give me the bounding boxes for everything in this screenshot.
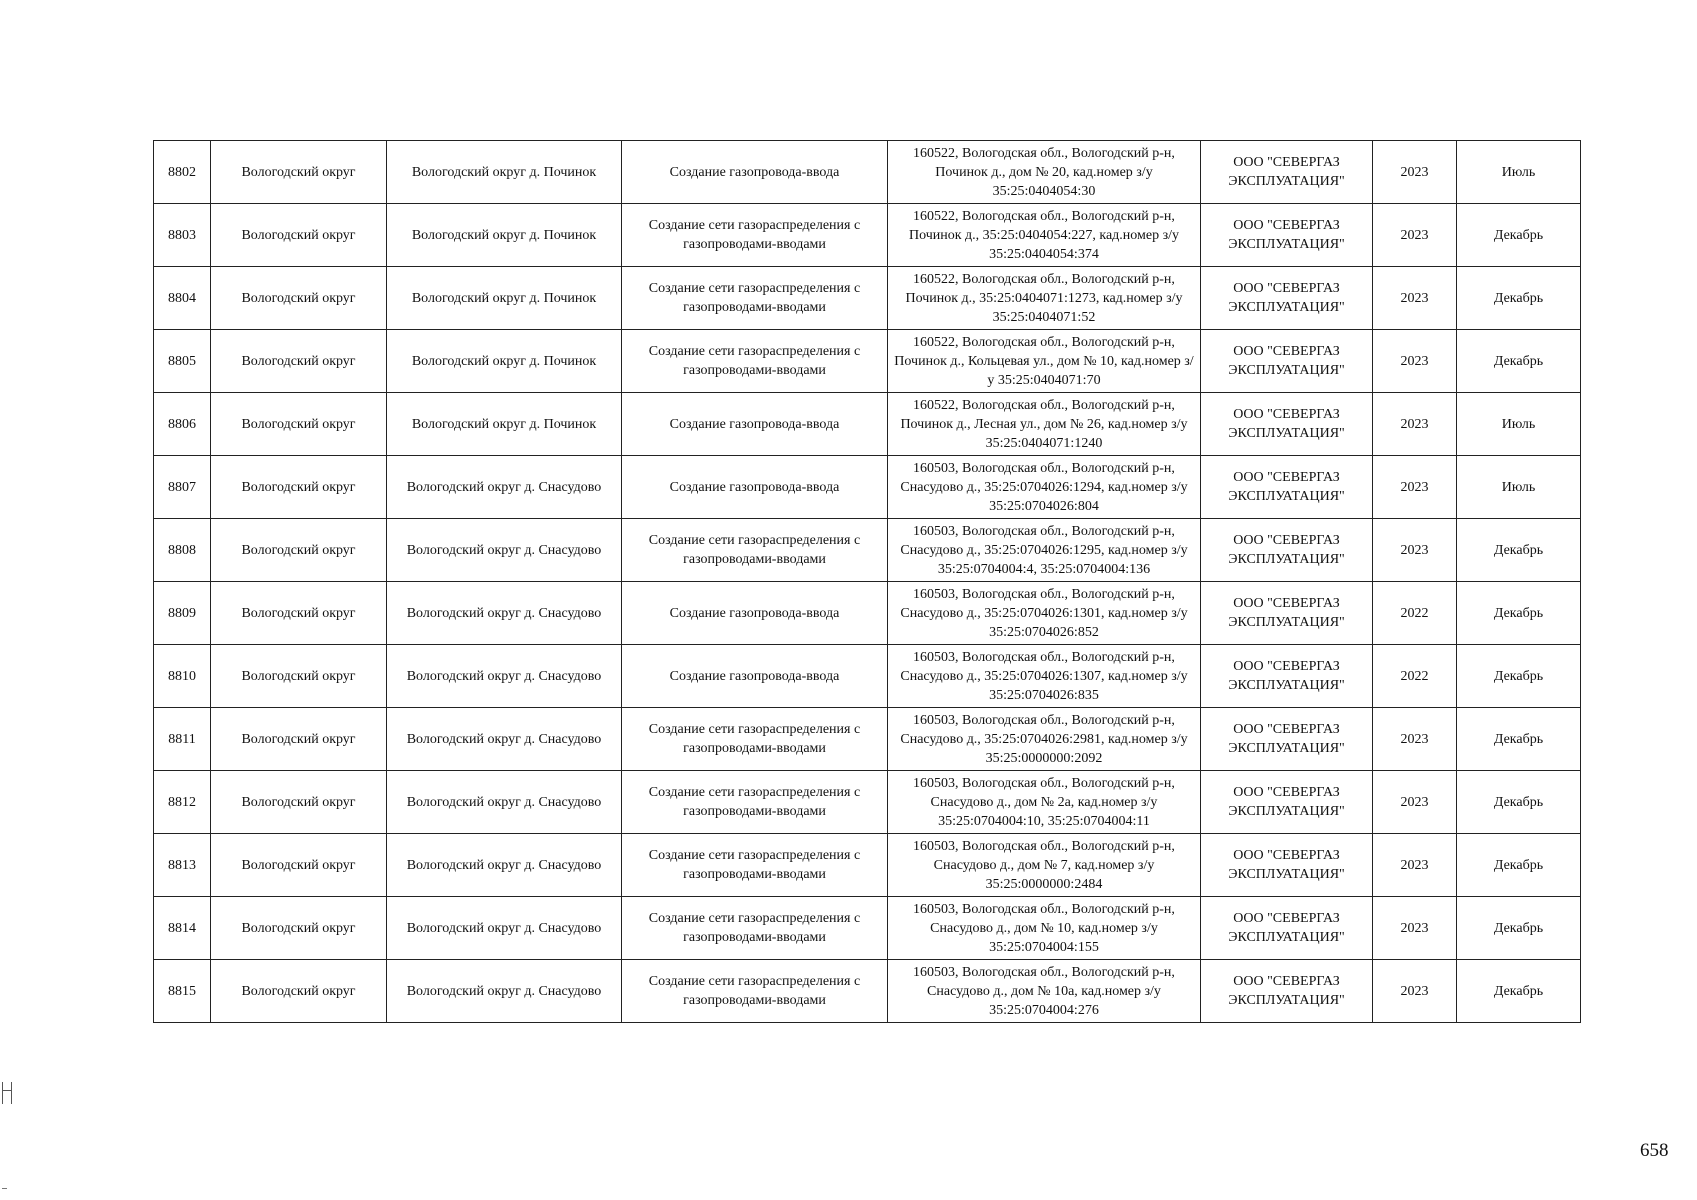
year-cell: 2023 [1373, 267, 1457, 330]
locality-cell: Вологодский округ д. Починок [387, 141, 622, 204]
district-cell: Вологодский округ [211, 330, 387, 393]
year-cell: 2023 [1373, 960, 1457, 1023]
address-cell: 160503, Вологодская обл., Вологодский р-н, Снасудово д., 35:25:0704026:1301, кад.номер з/у 35:25:0704026:852 [888, 582, 1201, 645]
work-type-cell: Создание сети газораспределения с газопроводами-вводами [622, 267, 888, 330]
month-cell: Декабрь [1457, 267, 1581, 330]
work-type-cell: Создание сети газораспределения с газопроводами-вводами [622, 834, 888, 897]
row-number: 8810 [154, 645, 211, 708]
month-cell: Декабрь [1457, 708, 1581, 771]
organization-cell: ООО "СЕВЕРГАЗ ЭКСПЛУАТАЦИЯ" [1201, 141, 1373, 204]
row-number: 8807 [154, 456, 211, 519]
year-cell: 2023 [1373, 204, 1457, 267]
locality-cell: Вологодский округ д. Снасудово [387, 834, 622, 897]
month-cell: Декабрь [1457, 960, 1581, 1023]
work-type-cell: Создание сети газораспределения с газопроводами-вводами [622, 897, 888, 960]
row-number: 8803 [154, 204, 211, 267]
organization-cell: ООО "СЕВЕРГАЗ ЭКСПЛУАТАЦИЯ" [1201, 519, 1373, 582]
work-type-cell: Создание газопровода-ввода [622, 582, 888, 645]
organization-cell: ООО "СЕВЕРГАЗ ЭКСПЛУАТАЦИЯ" [1201, 834, 1373, 897]
row-number: 8813 [154, 834, 211, 897]
organization-cell: ООО "СЕВЕРГАЗ ЭКСПЛУАТАЦИЯ" [1201, 267, 1373, 330]
work-type-cell: Создание сети газораспределения с газопроводами-вводами [622, 330, 888, 393]
locality-cell: Вологодский округ д. Снасудово [387, 582, 622, 645]
table-row [154, 582, 1581, 645]
address-cell: 160503, Вологодская обл., Вологодский р-н, Снасудово д., 35:25:0704026:1295, кад.номер з/у 35:25:0704004:4, 35:25:0704004:136 [888, 519, 1201, 582]
month-cell: Декабрь [1457, 645, 1581, 708]
district-cell: Вологодский округ [211, 834, 387, 897]
gasification-table [153, 140, 1581, 1023]
organization-cell: ООО "СЕВЕРГАЗ ЭКСПЛУАТАЦИЯ" [1201, 204, 1373, 267]
locality-cell: Вологодский округ д. Починок [387, 330, 622, 393]
row-number: 8812 [154, 771, 211, 834]
row-number: 8815 [154, 960, 211, 1023]
row-number: 8805 [154, 330, 211, 393]
district-cell: Вологодский округ [211, 897, 387, 960]
work-type-cell: Создание газопровода-ввода [622, 141, 888, 204]
locality-cell: Вологодский округ д. Починок [387, 267, 622, 330]
table-row [154, 141, 1581, 204]
work-type-cell: Создание сети газораспределения с газопроводами-вводами [622, 771, 888, 834]
year-cell: 2023 [1373, 771, 1457, 834]
locality-cell: Вологодский округ д. Починок [387, 393, 622, 456]
address-cell: 160503, Вологодская обл., Вологодский р-н, Снасудово д., дом № 10а, кад.номер з/у 35:25:0704004:276 [888, 960, 1201, 1023]
district-cell: Вологодский округ [211, 708, 387, 771]
table-row [154, 645, 1581, 708]
locality-cell: Вологодский округ д. Снасудово [387, 897, 622, 960]
row-number: 8808 [154, 519, 211, 582]
table-row [154, 897, 1581, 960]
locality-cell: Вологодский округ д. Починок [387, 204, 622, 267]
work-type-cell: Создание газопровода-ввода [622, 456, 888, 519]
address-cell: 160503, Вологодская обл., Вологодский р-н, Снасудово д., 35:25:0704026:1307, кад.номер з/у 35:25:0704026:835 [888, 645, 1201, 708]
locality-cell: Вологодский округ д. Снасудово [387, 645, 622, 708]
month-cell: Декабрь [1457, 834, 1581, 897]
work-type-cell: Создание сети газораспределения с газопроводами-вводами [622, 204, 888, 267]
district-cell: Вологодский округ [211, 141, 387, 204]
row-number: 8811 [154, 708, 211, 771]
organization-cell: ООО "СЕВЕРГАЗ ЭКСПЛУАТАЦИЯ" [1201, 708, 1373, 771]
address-cell: 160522, Вологодская обл., Вологодский р-н, Починок д., Кольцевая ул., дом № 10, кад.номер з/у 35:25:0404071:70 [888, 330, 1201, 393]
organization-cell: ООО "СЕВЕРГАЗ ЭКСПЛУАТАЦИЯ" [1201, 456, 1373, 519]
year-cell: 2022 [1373, 582, 1457, 645]
address-cell: 160503, Вологодская обл., Вологодский р-н, Снасудово д., дом № 2а, кад.номер з/у 35:25:0704004:10, 35:25:0704004:11 [888, 771, 1201, 834]
locality-cell: Вологодский округ д. Снасудово [387, 771, 622, 834]
work-type-cell: Создание сети газораспределения с газопроводами-вводами [622, 519, 888, 582]
district-cell: Вологодский округ [211, 393, 387, 456]
organization-cell: ООО "СЕВЕРГАЗ ЭКСПЛУАТАЦИЯ" [1201, 771, 1373, 834]
month-cell: Декабрь [1457, 771, 1581, 834]
year-cell: 2023 [1373, 141, 1457, 204]
address-cell: 160522, Вологодская обл., Вологодский р-н, Починок д., 35:25:0404054:227, кад.номер з/у 35:25:0404054:374 [888, 204, 1201, 267]
address-cell: 160522, Вологодская обл., Вологодский р-н, Починок д., Лесная ул., дом № 26, кад.номер з/у 35:25:0404071:1240 [888, 393, 1201, 456]
month-cell: Июль [1457, 393, 1581, 456]
table-row [154, 393, 1581, 456]
district-cell: Вологодский округ [211, 204, 387, 267]
month-cell: Июль [1457, 456, 1581, 519]
address-cell: 160522, Вологодская обл., Вологодский р-н, Починок д., 35:25:0404071:1273, кад.номер з/у 35:25:0404071:52 [888, 267, 1201, 330]
year-cell: 2023 [1373, 519, 1457, 582]
address-cell: 160503, Вологодская обл., Вологодский р-н, Снасудово д., 35:25:0704026:1294, кад.номер з/у 35:25:0704026:804 [888, 456, 1201, 519]
district-cell: Вологодский округ [211, 645, 387, 708]
scan-margin-dash [2, 1188, 7, 1189]
district-cell: Вологодский округ [211, 519, 387, 582]
table-row [154, 267, 1581, 330]
table-row [154, 708, 1581, 771]
row-number: 8814 [154, 897, 211, 960]
work-type-cell: Создание газопровода-ввода [622, 393, 888, 456]
organization-cell: ООО "СЕВЕРГАЗ ЭКСПЛУАТАЦИЯ" [1201, 897, 1373, 960]
address-cell: 160503, Вологодская обл., Вологодский р-н, Снасудово д., 35:25:0704026:2981, кад.номер з/у 35:25:0000000:2092 [888, 708, 1201, 771]
organization-cell: ООО "СЕВЕРГАЗ ЭКСПЛУАТАЦИЯ" [1201, 645, 1373, 708]
organization-cell: ООО "СЕВЕРГАЗ ЭКСПЛУАТАЦИЯ" [1201, 960, 1373, 1023]
scan-margin-mark [2, 1082, 12, 1104]
month-cell: Декабрь [1457, 330, 1581, 393]
month-cell: Декабрь [1457, 897, 1581, 960]
row-number: 8806 [154, 393, 211, 456]
page-number: 658 [1640, 1140, 1669, 1161]
locality-cell: Вологодский округ д. Снасудово [387, 960, 622, 1023]
locality-cell: Вологодский округ д. Снасудово [387, 519, 622, 582]
table-row [154, 834, 1581, 897]
year-cell: 2023 [1373, 330, 1457, 393]
district-cell: Вологодский округ [211, 582, 387, 645]
district-cell: Вологодский округ [211, 267, 387, 330]
organization-cell: ООО "СЕВЕРГАЗ ЭКСПЛУАТАЦИЯ" [1201, 330, 1373, 393]
organization-cell: ООО "СЕВЕРГАЗ ЭКСПЛУАТАЦИЯ" [1201, 393, 1373, 456]
table-row [154, 771, 1581, 834]
address-cell: 160522, Вологодская обл., Вологодский р-н, Починок д., дом № 20, кад.номер з/у 35:25:0404054:30 [888, 141, 1201, 204]
year-cell: 2022 [1373, 645, 1457, 708]
district-cell: Вологодский округ [211, 456, 387, 519]
address-cell: 160503, Вологодская обл., Вологодский р-н, Снасудово д., дом № 10, кад.номер з/у 35:25:0704004:155 [888, 897, 1201, 960]
month-cell: Декабрь [1457, 204, 1581, 267]
work-type-cell: Создание сети газораспределения с газопроводами-вводами [622, 708, 888, 771]
table-row [154, 456, 1581, 519]
work-type-cell: Создание газопровода-ввода [622, 645, 888, 708]
month-cell: Июль [1457, 141, 1581, 204]
organization-cell: ООО "СЕВЕРГАЗ ЭКСПЛУАТАЦИЯ" [1201, 582, 1373, 645]
work-type-cell: Создание сети газораспределения с газопроводами-вводами [622, 960, 888, 1023]
table-row [154, 519, 1581, 582]
table-row [154, 960, 1581, 1023]
table-body [154, 141, 1581, 1023]
year-cell: 2023 [1373, 393, 1457, 456]
year-cell: 2023 [1373, 456, 1457, 519]
table-row [154, 204, 1581, 267]
district-cell: Вологодский округ [211, 960, 387, 1023]
row-number: 8802 [154, 141, 211, 204]
locality-cell: Вологодский округ д. Снасудово [387, 708, 622, 771]
year-cell: 2023 [1373, 834, 1457, 897]
month-cell: Декабрь [1457, 582, 1581, 645]
row-number: 8804 [154, 267, 211, 330]
year-cell: 2023 [1373, 708, 1457, 771]
address-cell: 160503, Вологодская обл., Вологодский р-н, Снасудово д., дом № 7, кад.номер з/у 35:25:0000000:2484 [888, 834, 1201, 897]
table-row [154, 330, 1581, 393]
year-cell: 2023 [1373, 897, 1457, 960]
locality-cell: Вологодский округ д. Снасудово [387, 456, 622, 519]
month-cell: Декабрь [1457, 519, 1581, 582]
district-cell: Вологодский округ [211, 771, 387, 834]
row-number: 8809 [154, 582, 211, 645]
